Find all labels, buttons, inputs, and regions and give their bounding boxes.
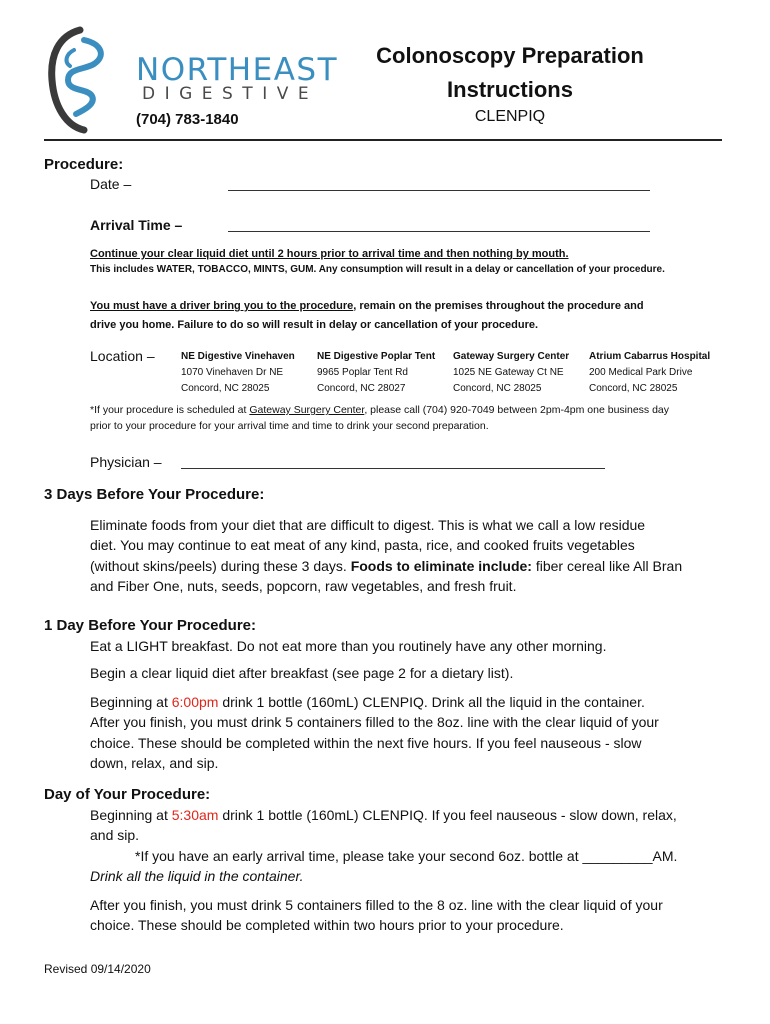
one-day-p2: Begin a clear liquid diet after breakfast (see page 2 for a dietary list). xyxy=(90,665,514,681)
dose-time: 6:00pm xyxy=(171,694,219,710)
text-span: Beginning at xyxy=(90,694,172,710)
physician-label: Physician – xyxy=(90,454,162,470)
physician-blank-line xyxy=(181,468,605,469)
early-arrival-note: *If you have an early arrival time, please take your second 6oz. bottle at _________AM. xyxy=(135,848,678,864)
gateway-note-link: Gateway Surgery Center xyxy=(249,404,365,416)
procedure-heading: Procedure: xyxy=(44,156,124,173)
text-line: down, relax, and sip. xyxy=(90,754,219,771)
location-city: Concord, NC 28025 xyxy=(589,383,678,394)
header-divider xyxy=(44,139,722,141)
document-title-line1: Colonoscopy Preparation xyxy=(376,43,644,68)
location-name: Atrium Cabarrus Hospital xyxy=(589,351,711,362)
location-atrium xyxy=(589,349,710,397)
location-address: 200 Medical Park Drive xyxy=(589,367,693,378)
day-of-p1 xyxy=(90,805,677,846)
gateway-note-post: , please call (704) 920-7049 between 2pm-4pm one business day xyxy=(364,404,670,416)
gateway-note-line2: prior to your procedure for your arrival time and time to drink your second preparation. xyxy=(90,420,489,432)
three-days-paragraph xyxy=(90,515,682,596)
location-vinehaven xyxy=(181,349,295,397)
text-line: Eliminate foods from your diet that are difficult to digest. This is what we call a low residue xyxy=(90,517,646,533)
text-span: fiber cereal like All Bran xyxy=(531,557,683,574)
driver-requirement-rest: , remain on the premises throughout the procedure and xyxy=(353,300,644,312)
location-address: 1025 NE Gateway Ct NE xyxy=(453,367,564,378)
day-of-p2 xyxy=(90,895,663,936)
text-line xyxy=(90,556,682,576)
drink-all-note: Drink all the liquid in the container. xyxy=(90,868,304,884)
text-span: Beginning at xyxy=(90,807,172,823)
three-days-heading: 3 Days Before Your Procedure: xyxy=(44,486,265,503)
logo-wordmark: NORTHEAST xyxy=(136,52,339,88)
location-gateway xyxy=(453,349,569,397)
one-day-heading: 1 Day Before Your Procedure: xyxy=(44,617,257,634)
date-label: Date – xyxy=(90,176,132,192)
location-label: Location – xyxy=(90,348,155,364)
text-line: choice. These should be completed within the next five hours. If you feel nauseous - slow xyxy=(90,734,642,751)
document-title-line2: Instructions xyxy=(447,77,573,102)
prep-drug-name: CLENPIQ xyxy=(474,108,546,125)
driver-requirement-line2: drive you home. Failure to do so will result in delay or cancellation of your procedure. xyxy=(90,319,539,331)
driver-requirement-line1 xyxy=(90,300,644,312)
arrival-time-blank-line xyxy=(228,231,650,232)
location-city: Concord, NC 28025 xyxy=(453,383,542,394)
driver-requirement-underlined: You must have a driver bring you to the procedure xyxy=(90,300,354,312)
location-address: 1070 Vinehaven Dr NE xyxy=(181,367,284,378)
location-name: NE Digestive Vinehaven xyxy=(181,351,295,362)
location-city: Concord, NC 28027 xyxy=(317,383,406,394)
foods-to-eliminate-label: Foods to eliminate include: xyxy=(350,557,532,574)
text-line: and Fiber One, nuts, seeds, popcorn, raw vegetables, and fresh fruit. xyxy=(90,577,517,594)
phone-number: (704) 783-1840 xyxy=(136,111,239,128)
text-line xyxy=(90,805,677,825)
one-day-p1: Eat a LIGHT breakfast. Do not eat more than you routinely have any other morning. xyxy=(90,638,607,654)
gateway-note-line1 xyxy=(90,404,669,416)
location-address: 9965 Poplar Tent Rd xyxy=(317,367,408,378)
day-of-heading: Day of Your Procedure: xyxy=(44,786,211,803)
gateway-note-pre: *If your procedure is scheduled at xyxy=(90,404,250,416)
text-span: (without skins/peels) during these 3 days. xyxy=(90,557,351,574)
location-name: Gateway Surgery Center xyxy=(453,351,570,362)
text-line: choice. These should be completed within two hours prior to your procedure. xyxy=(90,917,564,934)
dose-time: 5:30am xyxy=(171,807,219,823)
text-line: After you finish, you must drink 5 containers filled to the 8oz. line with the clear liquid of your xyxy=(90,714,659,731)
revised-date: Revised 09/14/2020 xyxy=(44,962,151,976)
text-line xyxy=(90,692,659,712)
date-blank-line xyxy=(228,190,650,191)
text-line: and sip. xyxy=(90,827,140,844)
one-day-p3 xyxy=(90,692,659,773)
clear-liquid-note: This includes WATER, TOBACCO, MINTS, GUM. Any consumption will result in a delay or cancellation of your procedure. xyxy=(90,264,665,275)
location-name: NE Digestive Poplar Tent xyxy=(317,351,436,362)
text-span: drink 1 bottle (160mL) CLENPIQ. Drink all the liquid in the container. xyxy=(218,694,645,710)
text-line: diet. You may continue to eat meat of any kind, pasta, rice, and cooked fruits vegetables xyxy=(90,537,635,554)
text-span: drink 1 bottle (160mL) CLENPIQ. If you feel nauseous - slow down, relax, xyxy=(218,807,677,823)
northeast-digestive-logo-icon xyxy=(44,26,116,134)
arrival-time-label: Arrival Time – xyxy=(90,217,183,233)
location-poplar-tent xyxy=(317,349,435,397)
logo-subtitle: DIGESTIVE xyxy=(142,84,319,104)
location-city: Concord, NC 28025 xyxy=(181,383,270,394)
text-line: After you finish, you must drink 5 containers filled to the 8 oz. line with the clear liquid of your xyxy=(90,897,663,913)
clear-liquid-instruction: Continue your clear liquid diet until 2 hours prior to arrival time and then nothing by mouth. xyxy=(90,248,569,260)
